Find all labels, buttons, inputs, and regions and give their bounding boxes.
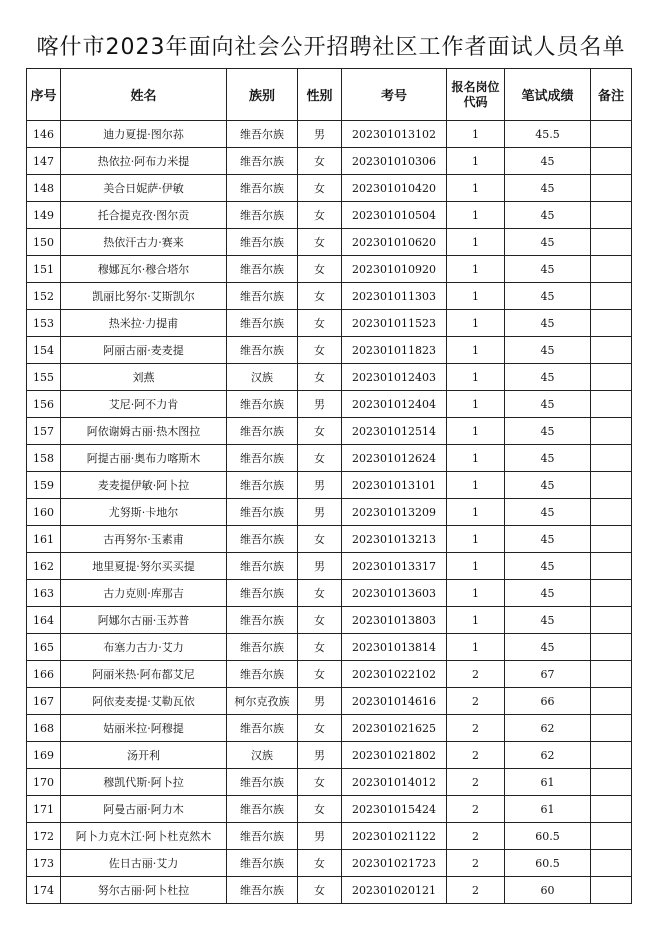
cell-gender: 女: [298, 634, 342, 661]
cell-ethnicity: 维吾尔族: [227, 661, 298, 688]
cell-ethnicity: 维吾尔族: [227, 148, 298, 175]
table-row: [27, 472, 632, 499]
cell-exam-no: 202301013814: [342, 634, 447, 661]
cell-name: 阿卜力克木江·阿卜杜克然木: [61, 823, 227, 850]
cell-seq: 155: [27, 364, 61, 391]
cell-name: 热依汗古力·赛来: [61, 229, 227, 256]
cell-position-code: 1: [447, 229, 505, 256]
cell-written-score: 45: [505, 472, 591, 499]
cell-ethnicity: 维吾尔族: [227, 850, 298, 877]
table-row: [27, 175, 632, 202]
cell-gender: 男: [298, 121, 342, 148]
table-row: [27, 661, 632, 688]
cell-remarks: [591, 553, 632, 580]
cell-gender: 女: [298, 715, 342, 742]
cell-position-code: 2: [447, 877, 505, 904]
cell-exam-no: 202301021723: [342, 850, 447, 877]
cell-gender: 男: [298, 553, 342, 580]
cell-ethnicity: 汉族: [227, 364, 298, 391]
cell-seq: 154: [27, 337, 61, 364]
cell-ethnicity: 维吾尔族: [227, 175, 298, 202]
cell-name: 穆凯代斯·阿卜拉: [61, 769, 227, 796]
cell-position-code: 2: [447, 688, 505, 715]
cell-seq: 172: [27, 823, 61, 850]
cell-remarks: [591, 256, 632, 283]
cell-exam-no: 202301012404: [342, 391, 447, 418]
cell-written-score: 61: [505, 796, 591, 823]
cell-position-code: 1: [447, 364, 505, 391]
cell-ethnicity: 维吾尔族: [227, 391, 298, 418]
cell-remarks: [591, 472, 632, 499]
cell-name: 姑丽米拉·阿穆提: [61, 715, 227, 742]
cell-position-code: 2: [447, 661, 505, 688]
cell-ethnicity: 维吾尔族: [227, 445, 298, 472]
cell-exam-no: 202301013102: [342, 121, 447, 148]
table-row: [27, 715, 632, 742]
cell-seq: 173: [27, 850, 61, 877]
cell-gender: 女: [298, 175, 342, 202]
cell-ethnicity: 维吾尔族: [227, 877, 298, 904]
candidate-table: [26, 68, 632, 904]
table-row: [27, 796, 632, 823]
cell-remarks: [591, 445, 632, 472]
cell-seq: 162: [27, 553, 61, 580]
cell-name: 凯丽比努尔·艾斯凯尔: [61, 283, 227, 310]
cell-remarks: [591, 526, 632, 553]
cell-written-score: 67: [505, 661, 591, 688]
header-exam-no: 考号: [342, 69, 447, 121]
cell-name: 阿依麦麦提·艾勒瓦依: [61, 688, 227, 715]
cell-gender: 女: [298, 526, 342, 553]
cell-exam-no: 202301010306: [342, 148, 447, 175]
cell-seq: 156: [27, 391, 61, 418]
cell-name: 艾尼·阿不力肯: [61, 391, 227, 418]
cell-written-score: 45: [505, 553, 591, 580]
cell-ethnicity: 维吾尔族: [227, 121, 298, 148]
cell-exam-no: 202301013213: [342, 526, 447, 553]
cell-position-code: 1: [447, 634, 505, 661]
cell-seq: 171: [27, 796, 61, 823]
table-row: [27, 148, 632, 175]
header-position-code: 报名岗位代码: [447, 69, 505, 121]
table-row: [27, 499, 632, 526]
cell-name: 汤开利: [61, 742, 227, 769]
cell-remarks: [591, 418, 632, 445]
cell-exam-no: 202301013603: [342, 580, 447, 607]
table-row: [27, 121, 632, 148]
cell-remarks: [591, 499, 632, 526]
cell-exam-no: 202301010620: [342, 229, 447, 256]
table-row: [27, 742, 632, 769]
cell-seq: 157: [27, 418, 61, 445]
cell-position-code: 1: [447, 418, 505, 445]
cell-seq: 151: [27, 256, 61, 283]
cell-exam-no: 202301020121: [342, 877, 447, 904]
cell-ethnicity: 维吾尔族: [227, 310, 298, 337]
cell-exam-no: 202301010920: [342, 256, 447, 283]
cell-remarks: [591, 148, 632, 175]
cell-seq: 161: [27, 526, 61, 553]
cell-gender: 女: [298, 607, 342, 634]
cell-written-score: 45: [505, 607, 591, 634]
cell-exam-no: 202301012403: [342, 364, 447, 391]
cell-exam-no: 202301010504: [342, 202, 447, 229]
cell-ethnicity: 维吾尔族: [227, 607, 298, 634]
cell-position-code: 1: [447, 310, 505, 337]
cell-written-score: 61: [505, 769, 591, 796]
cell-position-code: 1: [447, 148, 505, 175]
cell-position-code: 1: [447, 202, 505, 229]
cell-written-score: 66: [505, 688, 591, 715]
cell-position-code: 1: [447, 256, 505, 283]
cell-remarks: [591, 175, 632, 202]
cell-seq: 149: [27, 202, 61, 229]
table-row: [27, 553, 632, 580]
cell-name: 托合提克孜·图尔贡: [61, 202, 227, 229]
table-row: [27, 769, 632, 796]
cell-written-score: 45.5: [505, 121, 591, 148]
cell-ethnicity: 维吾尔族: [227, 823, 298, 850]
cell-written-score: 45: [505, 526, 591, 553]
cell-position-code: 1: [447, 445, 505, 472]
table-row: [27, 391, 632, 418]
cell-seq: 170: [27, 769, 61, 796]
cell-exam-no: 202301012514: [342, 418, 447, 445]
cell-written-score: 45: [505, 364, 591, 391]
header-gender: 性别: [298, 69, 342, 121]
cell-position-code: 1: [447, 283, 505, 310]
cell-name: 刘燕: [61, 364, 227, 391]
cell-name: 阿丽米热·阿布都艾尼: [61, 661, 227, 688]
table-row: [27, 418, 632, 445]
cell-ethnicity: 维吾尔族: [227, 418, 298, 445]
cell-gender: 女: [298, 661, 342, 688]
cell-position-code: 1: [447, 391, 505, 418]
cell-ethnicity: 维吾尔族: [227, 229, 298, 256]
table-row: [27, 580, 632, 607]
cell-exam-no: 202301021625: [342, 715, 447, 742]
cell-remarks: [591, 634, 632, 661]
cell-gender: 男: [298, 472, 342, 499]
cell-remarks: [591, 688, 632, 715]
cell-written-score: 45: [505, 445, 591, 472]
cell-remarks: [591, 877, 632, 904]
cell-gender: 女: [298, 877, 342, 904]
cell-written-score: 45: [505, 310, 591, 337]
cell-name: 布塞力古力·艾力: [61, 634, 227, 661]
cell-position-code: 1: [447, 499, 505, 526]
cell-remarks: [591, 742, 632, 769]
cell-exam-no: 202301014616: [342, 688, 447, 715]
cell-name: 迪力夏提·图尔荪: [61, 121, 227, 148]
cell-remarks: [591, 310, 632, 337]
cell-gender: 男: [298, 742, 342, 769]
cell-name: 热依拉·阿布力米提: [61, 148, 227, 175]
cell-gender: 女: [298, 148, 342, 175]
cell-exam-no: 202301013317: [342, 553, 447, 580]
cell-exam-no: 202301011523: [342, 310, 447, 337]
cell-position-code: 2: [447, 769, 505, 796]
cell-gender: 女: [298, 202, 342, 229]
cell-written-score: 60: [505, 877, 591, 904]
cell-seq: 147: [27, 148, 61, 175]
header-name: 姓名: [61, 69, 227, 121]
cell-seq: 153: [27, 310, 61, 337]
cell-ethnicity: 维吾尔族: [227, 769, 298, 796]
table-row: [27, 229, 632, 256]
cell-exam-no: 202301021122: [342, 823, 447, 850]
cell-name: 阿依谢姆古丽·热木图拉: [61, 418, 227, 445]
cell-written-score: 60.5: [505, 823, 591, 850]
table-row: [27, 823, 632, 850]
cell-written-score: 45: [505, 391, 591, 418]
cell-written-score: 45: [505, 499, 591, 526]
cell-seq: 148: [27, 175, 61, 202]
header-written-score: 笔试成绩: [505, 69, 591, 121]
cell-remarks: [591, 391, 632, 418]
cell-position-code: 1: [447, 580, 505, 607]
cell-gender: 男: [298, 391, 342, 418]
table-header-row: [27, 69, 632, 121]
cell-seq: 165: [27, 634, 61, 661]
cell-position-code: 1: [447, 526, 505, 553]
cell-remarks: [591, 823, 632, 850]
cell-seq: 146: [27, 121, 61, 148]
cell-written-score: 45: [505, 229, 591, 256]
cell-seq: 166: [27, 661, 61, 688]
cell-gender: 女: [298, 418, 342, 445]
table-row: [27, 607, 632, 634]
cell-exam-no: 202301015424: [342, 796, 447, 823]
cell-position-code: 2: [447, 715, 505, 742]
cell-ethnicity: 维吾尔族: [227, 715, 298, 742]
cell-ethnicity: 维吾尔族: [227, 553, 298, 580]
cell-name: 古力克则·库那吉: [61, 580, 227, 607]
cell-gender: 女: [298, 256, 342, 283]
header-remarks: 备注: [591, 69, 632, 121]
table-row: [27, 526, 632, 553]
cell-gender: 女: [298, 850, 342, 877]
cell-ethnicity: 维吾尔族: [227, 634, 298, 661]
cell-gender: 女: [298, 310, 342, 337]
cell-position-code: 1: [447, 607, 505, 634]
cell-remarks: [591, 337, 632, 364]
cell-exam-no: 202301011823: [342, 337, 447, 364]
cell-seq: 174: [27, 877, 61, 904]
page-title: 喀什市2023年面向社会公开招聘社区工作者面试人员名单: [36, 35, 626, 60]
cell-exam-no: 202301022102: [342, 661, 447, 688]
cell-remarks: [591, 796, 632, 823]
table-row: [27, 877, 632, 904]
cell-ethnicity: 维吾尔族: [227, 202, 298, 229]
cell-seq: 159: [27, 472, 61, 499]
cell-gender: 男: [298, 688, 342, 715]
cell-ethnicity: 维吾尔族: [227, 499, 298, 526]
cell-position-code: 2: [447, 850, 505, 877]
cell-name: 阿提古丽·奥布力喀斯木: [61, 445, 227, 472]
cell-position-code: 1: [447, 175, 505, 202]
cell-position-code: 2: [447, 823, 505, 850]
cell-gender: 女: [298, 337, 342, 364]
cell-name: 麦麦提伊敏·阿卜拉: [61, 472, 227, 499]
cell-name: 努尔古丽·阿卜杜拉: [61, 877, 227, 904]
cell-seq: 167: [27, 688, 61, 715]
cell-name: 穆娜瓦尔·穆合塔尔: [61, 256, 227, 283]
cell-written-score: 45: [505, 634, 591, 661]
cell-position-code: 1: [447, 553, 505, 580]
table-row: [27, 310, 632, 337]
cell-gender: 男: [298, 499, 342, 526]
cell-name: 尤努斯·卡地尔: [61, 499, 227, 526]
cell-position-code: 1: [447, 472, 505, 499]
cell-gender: 女: [298, 580, 342, 607]
cell-name: 美合日妮萨·伊敏: [61, 175, 227, 202]
cell-remarks: [591, 850, 632, 877]
cell-position-code: 2: [447, 742, 505, 769]
cell-written-score: 45: [505, 148, 591, 175]
cell-remarks: [591, 580, 632, 607]
cell-exam-no: 202301013803: [342, 607, 447, 634]
cell-written-score: 45: [505, 283, 591, 310]
cell-exam-no: 202301012624: [342, 445, 447, 472]
table-row: [27, 850, 632, 877]
cell-exam-no: 202301013209: [342, 499, 447, 526]
cell-written-score: 62: [505, 742, 591, 769]
table-row: [27, 688, 632, 715]
header-ethnicity: 族别: [227, 69, 298, 121]
header-seq: 序号: [27, 69, 61, 121]
cell-ethnicity: 维吾尔族: [227, 283, 298, 310]
cell-gender: 女: [298, 229, 342, 256]
cell-seq: 164: [27, 607, 61, 634]
cell-name: 地里夏提·努尔买买提: [61, 553, 227, 580]
cell-name: 佐日古丽·艾力: [61, 850, 227, 877]
table-row: [27, 256, 632, 283]
table-row: [27, 337, 632, 364]
cell-ethnicity: 维吾尔族: [227, 337, 298, 364]
cell-gender: 男: [298, 823, 342, 850]
table-row: [27, 283, 632, 310]
table-row: [27, 364, 632, 391]
cell-remarks: [591, 364, 632, 391]
cell-gender: 女: [298, 796, 342, 823]
cell-ethnicity: 维吾尔族: [227, 472, 298, 499]
cell-remarks: [591, 607, 632, 634]
cell-seq: 152: [27, 283, 61, 310]
table-body: [27, 121, 632, 904]
cell-name: 阿曼古丽·阿力木: [61, 796, 227, 823]
cell-exam-no: 202301011303: [342, 283, 447, 310]
cell-ethnicity: 维吾尔族: [227, 256, 298, 283]
cell-remarks: [591, 202, 632, 229]
cell-ethnicity: 汉族: [227, 742, 298, 769]
cell-ethnicity: 维吾尔族: [227, 796, 298, 823]
cell-gender: 女: [298, 364, 342, 391]
cell-remarks: [591, 283, 632, 310]
cell-written-score: 45: [505, 337, 591, 364]
cell-written-score: 45: [505, 418, 591, 445]
cell-written-score: 45: [505, 202, 591, 229]
cell-seq: 158: [27, 445, 61, 472]
cell-name: 古再努尔·玉素甫: [61, 526, 227, 553]
cell-exam-no: 202301014012: [342, 769, 447, 796]
cell-remarks: [591, 661, 632, 688]
cell-exam-no: 202301013101: [342, 472, 447, 499]
table-row: [27, 445, 632, 472]
cell-written-score: 62: [505, 715, 591, 742]
cell-ethnicity: 柯尔克孜族: [227, 688, 298, 715]
cell-seq: 160: [27, 499, 61, 526]
cell-ethnicity: 维吾尔族: [227, 580, 298, 607]
cell-remarks: [591, 769, 632, 796]
cell-gender: 女: [298, 769, 342, 796]
cell-name: 热米拉·力提甫: [61, 310, 227, 337]
cell-position-code: 1: [447, 337, 505, 364]
cell-remarks: [591, 229, 632, 256]
cell-written-score: 45: [505, 580, 591, 607]
cell-name: 阿娜尔古丽·玉苏普: [61, 607, 227, 634]
cell-written-score: 45: [505, 175, 591, 202]
cell-remarks: [591, 715, 632, 742]
cell-written-score: 45: [505, 256, 591, 283]
cell-seq: 169: [27, 742, 61, 769]
cell-seq: 168: [27, 715, 61, 742]
cell-name: 阿丽古丽·麦麦提: [61, 337, 227, 364]
table-row: [27, 202, 632, 229]
cell-seq: 150: [27, 229, 61, 256]
cell-seq: 163: [27, 580, 61, 607]
cell-ethnicity: 维吾尔族: [227, 526, 298, 553]
cell-exam-no: 202301010420: [342, 175, 447, 202]
cell-gender: 女: [298, 283, 342, 310]
cell-position-code: 2: [447, 796, 505, 823]
table-row: [27, 634, 632, 661]
cell-exam-no: 202301021802: [342, 742, 447, 769]
cell-gender: 女: [298, 445, 342, 472]
cell-remarks: [591, 121, 632, 148]
cell-position-code: 1: [447, 121, 505, 148]
cell-written-score: 60.5: [505, 850, 591, 877]
